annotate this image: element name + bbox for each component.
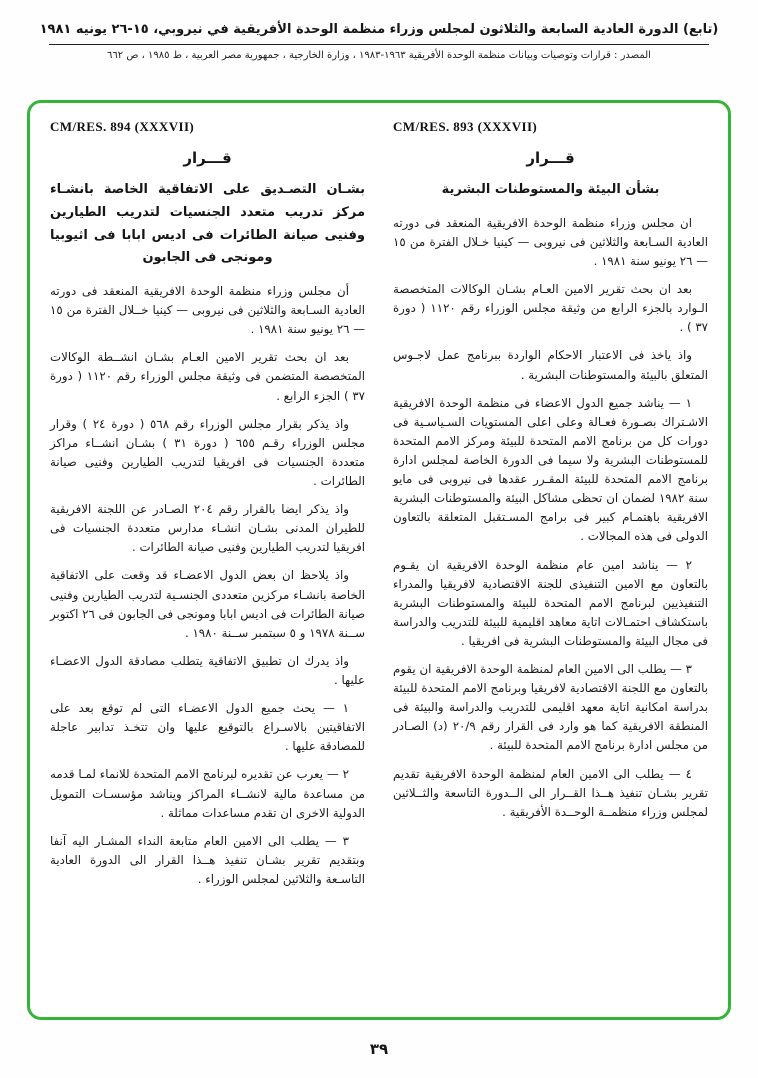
paragraph: واذ يلاحظ ان بعض الدول الاعضـاء قد وقعت على الاتفاقية الخاصة بانشـاء مركزين متعددى الجنسـية لتدريب الطيارين وفنيى صيانة الطائرات فى اديس ابابا ومونجى فى الجابون فى ٢٦ اكتوبر ســنة ١٩٧٨ و ٥ سبتمبر ســنة ١٩٨٠ . <box>50 568 365 640</box>
paragraph: واذ يذكر ايضا بالقرار رقم ٢٠٤ الصـادر عن اللجنة الافريقية للطيران المدنى بشـان انشـاء مدارس متعددة الجنسيات فى افريقيا لتدريب الطيارين وفنيى صيانة الطائرات . <box>50 502 365 555</box>
paragraph: ٣ — يطلب الى الامين العام متابعة النداء المشـار اليه آنفا وبتقديم تقرير بشـان تنفيذ هــذا القرار الى الدورة العادية التاسـعة والثلاثين لمجلس الوزراء . <box>50 833 365 886</box>
resolution-893-heading: قـــرار <box>526 149 575 167</box>
resolution-893-title: بشأن البيئة والمستوطنات البشرية <box>441 182 660 197</box>
paragraph: واذ يذكر بقرار مجلس الوزراء رقم ٥٦٨ ( دورة ٢٤ ) وقرار مجلس الوزراء رقـم ٦٥٥ ( دورة ٣١ ) بشـان انشــاء مراكز متعددة الجنسيات فى افريقيا لتدريب الطيارين وفنيى صيانة الطائرات . <box>50 416 365 488</box>
document-frame <box>27 100 731 1020</box>
resolution-893-ref: CM/RES. 893 (XXXVII) <box>393 119 538 134</box>
paragraph: ان مجلس وزراء منظمة الوحدة الافريقية المنعقد فى دورته العادية السـابعة والثلاثين فى نيروبى — كينيا خـلال الفترة من ١٥ — ٢٦ يونيو سنة ١٩٨١ . <box>393 215 708 268</box>
page-number: ٣٩ <box>369 1040 389 1058</box>
header-title: (تابع) الدورة العادية السابعة والثلاثون لمجلس وزراء منظمة الوحدة الأفريقية في نيروبي، ١٥-٢٦ يونيه ١٩٨١ <box>39 22 719 37</box>
paragraph: ٢ — يناشد امين عام منظمة الوحدة الافريقية ان يقـوم بالتعاون مع الامين التنفيذى للجنة الاقتصادية لافريقيا والمدراء التنفيذيين لبرنامج الامم المتحدة للبيئة والمستوطنات البشرية باستكشاف احتمـالات اتاية معاهد اقليمية للبيئة للتدريب والدراسة فى مجال البيئة والمستوطنات البشرية فى افريقيا . <box>393 557 708 648</box>
header-divider <box>49 44 709 45</box>
paragraph: بعد ان بحث تقرير الامين العـام بشـان انشــطة الوكالات المتخصصة المتضمن فى وثيقة مجلس الوزراء رقم ١١٢٠ ( دورة ٣٧ ) الجزء الرابع . <box>50 350 365 403</box>
resolution-894-body <box>50 282 365 889</box>
resolution-893-column <box>393 119 708 1001</box>
paragraph: بعد ان بحث تقرير الامين العـام بشـان الوكالات المتخصصة الـوارد بالجزء الرابع من وثيقة مجلس الوزراء رقم ١١٢٠ ( دورة ٣٧ ) . <box>393 282 708 335</box>
paragraph: ٤ — يطلب الى الامين العام لمنظمة الوحدة الافريقية تقديم تقرير بشـان تنفيذ هــذا القــرار الى الــدورة التاسعة والثــلاثين لمجلس وزراء منظمــة الوحــدة الأفريقية . <box>393 766 708 819</box>
two-column-layout <box>50 119 708 1001</box>
resolution-893-body <box>393 214 708 822</box>
resolution-894-heading: قـــرار <box>183 149 232 167</box>
header-source-line: المصدر : قرارات وتوصيات وبيانات منظمة الوحدة الأفريقية ١٩٦٣-١٩٨٣ ، وزارة الخارجية ، جمهورية مصر العربية ، ط ١٩٨٥ ، ص ٦٦٢ <box>107 50 651 61</box>
paragraph: واذ ياخذ فى الاعتبار الاحكام الواردة ببرنامج عمل لاجـوس المتعلق بالبيئة والمستوطنات البشرية . <box>393 348 708 382</box>
resolution-894-title: بشـان التصـديق على الاتفاقية الخاصة بانشـاء مركز تدريب متعدد الجنسيات لتدريب الطيارين وفنيى صيانة الطائرات فى اديس ابابا فى اثيوبيا ومونجى فى الجابون <box>50 182 365 266</box>
paragraph: ١ — يناشد جميع الدول الاعضاء فى منظمة الوحدة الافريقية الاشـتراك بصـورة فعـالة وعلى اعلى المستويات السـياسـية فى دورات كل من برنامج الامم المتحدة للبيئة ومركز الامم المتحدة للمستوطنات البشرية ولا سيما فى الدورة الخاصة لمجلس ادارة برنامج الامم المتحدة للبيئة المقـرر عقدها فى نيروبى فى مايو سنة ١٩٨٢ لضمان ان تحظى مشاكل البيئة والمستوطنات البشرية الافريقية باهتمـام كبير فى برامج المسـتقبل المتعلقة بالتعاون الدولى فى هذه المجالات . <box>393 395 708 544</box>
resolution-894-ref: CM/RES. 894 (XXXVII) <box>50 119 195 134</box>
paragraph: ١ — يحث جميع الدول الاعضـاء التى لم توقع بعد على الاتفاقيتين بالاسـراع بالتوقيع عليها وان تتخـذ تدابير عاجلة للمصادقة عليها . <box>50 701 365 754</box>
paragraph: واذ يدرك ان تطبيق الاتفاقية يتطلب مصادقة الدول الاعضـاء عليها . <box>50 653 365 687</box>
page-header <box>0 0 758 61</box>
paragraph: ٣ — يطلب الى الامين العام لمنظمة الوحدة الافريقية ان يقوم بالتعاون مع اللجنة الاقتصادية لافريقيا وبرنامج الامم المتحدة للبيئة بدراسة امكانية اتاية معهد اقليمى للتدريب والدراسة والبيئة فى المنطقة الافريقية كما هو وارد فى القرار رقم ٢٠/٩ (د) الصـادر من مجلس ادارة برنامج الامم المتحدة للبيئة . <box>393 662 708 753</box>
paragraph: أن مجلس وزراء منظمة الوحدة الافريقية المنعقد فى دورته العادية السـابعة والثلاثين فى نيروبى — كينيا خــلال الفترة من ١٥ — ٢٦ يونيو سنة ١٩٨١ . <box>50 284 365 337</box>
paragraph: ٢ — يعرب عن تقديره لبرنامج الامم المتحدة للانماء لمـا قدمه من مساعدة مالية لانشــاء المراكز ويناشد مؤسسـات التمويل الدولية الاخرى ان تقدم مساعدات مماثلة . <box>50 767 365 820</box>
resolution-894-column <box>50 119 365 1001</box>
